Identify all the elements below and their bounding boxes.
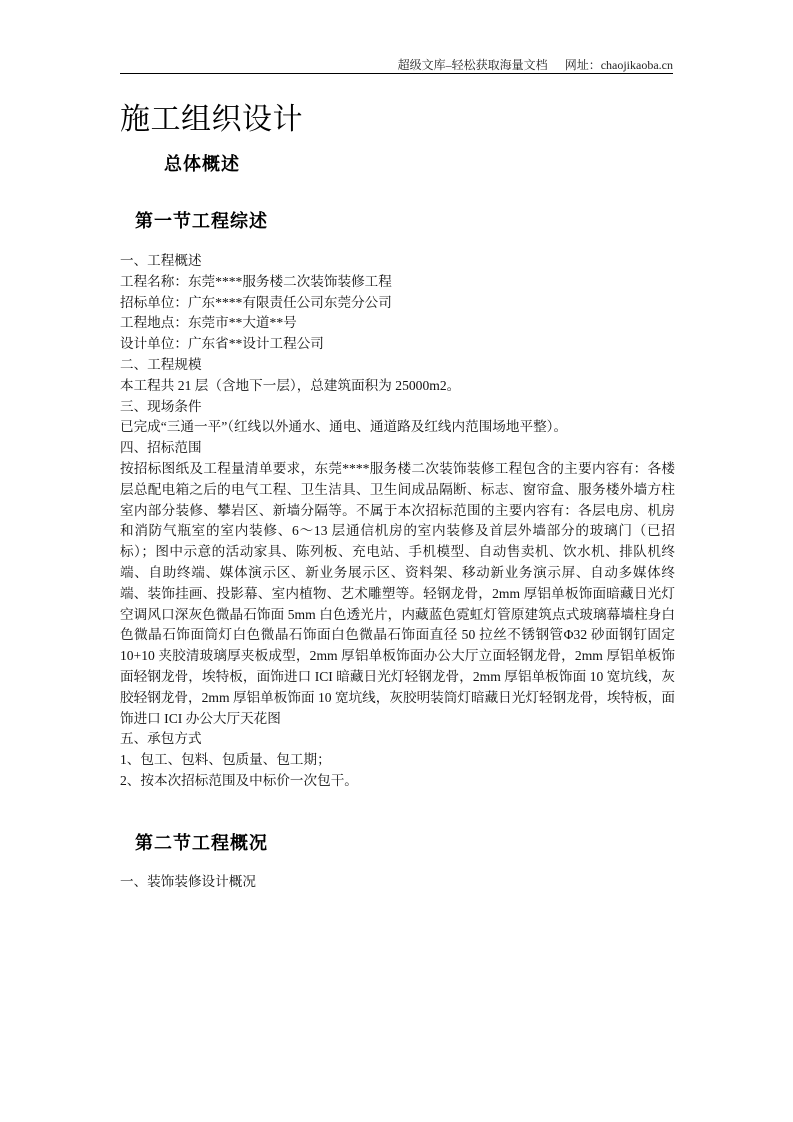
heading-overview: 一、工程概述 xyxy=(120,253,202,268)
section-body-2 xyxy=(120,872,675,893)
contract-item-1: 1、包工、包料、包质量、包工期； xyxy=(120,752,331,768)
project-location: 工程地点：东莞市**大道**号 xyxy=(120,315,297,331)
contract-item-2: 2、按本次招标范围及中标价一次包干。 xyxy=(120,772,358,788)
site-conditions-text: 已完成“三通一平”（红线以外通水、通电、通道路及红线内范围场地平整）。 xyxy=(120,419,568,435)
header-rule xyxy=(120,73,673,74)
tender-unit: 招标单位：广东****有限责任公司东莞分公司 xyxy=(120,294,392,310)
header-site-name: 超级文库–轻松获取海量文档 xyxy=(397,58,548,72)
document-subtitle: 总体概述 xyxy=(164,154,240,175)
header-url: 网址：chaojikaoba.cn xyxy=(564,58,673,72)
heading-tender-scope: 四、招标范围 xyxy=(120,440,202,456)
section-body-1 xyxy=(120,251,675,792)
heading-contract-method: 五、承包方式 xyxy=(120,731,202,747)
scale-text: 本工程共 21 层（含地下一层），总建筑面积为 25000m2。 xyxy=(120,377,461,393)
heading-site-conditions: 三、现场条件 xyxy=(120,398,202,414)
heading-scale: 二、工程规模 xyxy=(120,356,202,372)
heading-design-overview: 一、装饰装修设计概况 xyxy=(120,874,256,889)
section-heading-2: 第二节工程概况 xyxy=(135,833,268,854)
section-heading-1: 第一节工程综述 xyxy=(135,211,268,232)
page-header xyxy=(120,56,673,74)
project-name: 工程名称：东莞****服务楼二次装饰装修工程 xyxy=(120,273,392,289)
design-unit: 设计单位：广东省**设计工程公司 xyxy=(120,336,324,352)
tender-scope-text: 按招标图纸及工程量清单要求，东莞****服务楼二次装饰装修工程包含的主要内容有：各楼层总配电箱之后的电气工程、卫生洁具、卫生间成品隔断、标志、窗帘盒、服务楼外墙方柱室内部分装修、攀岩区、新墙分隔等。不属于本次招标范围的主要内容有：各层电房、机房和消防气瓶室的室内装修、6～13 层通信机房的室内装修及首层外墙部分的玻璃门（已招标）；图中示意的活动家具、陈列板、充电站、手机模型、自动售卖机、饮水机、排队机终端、自助终端、媒体演示区、新业务展示区、资料架、移动新业务演示屏、自动多媒体终端、装饰挂画、投影幕、室内植物、艺术雕塑等。轻钢龙骨，2mm 厚铝单板饰面暗藏日光灯空调风口深灰色微晶石饰面 5mm 白色透光片，内藏蓝色霓虹灯管原建筑点式玻璃幕墙柱身白色微晶石饰面筒灯白色微晶石饰面白色微晶石饰面直径 50 拉丝不锈钢管Φ32 砂面钢钉固定 10+10 夹胶清玻璃厚夹板成型，2mm 厚铝单板饰面办公大厅立面轻钢龙骨，2mm 厚铝单板饰面轻钢龙骨，埃特板，面饰进口 ICI 暗藏日光灯轻钢龙骨，2mm 厚铝单板饰面 10 宽坑线，灰胶轻钢龙骨，2mm 厚铝单板饰面 10 宽坑线，灰胶明装筒灯暗藏日光灯轻钢龙骨，埃特板，面饰进口 ICI 办公大厅天花图 xyxy=(120,460,675,726)
document-title: 施工组织设计 xyxy=(120,103,303,136)
